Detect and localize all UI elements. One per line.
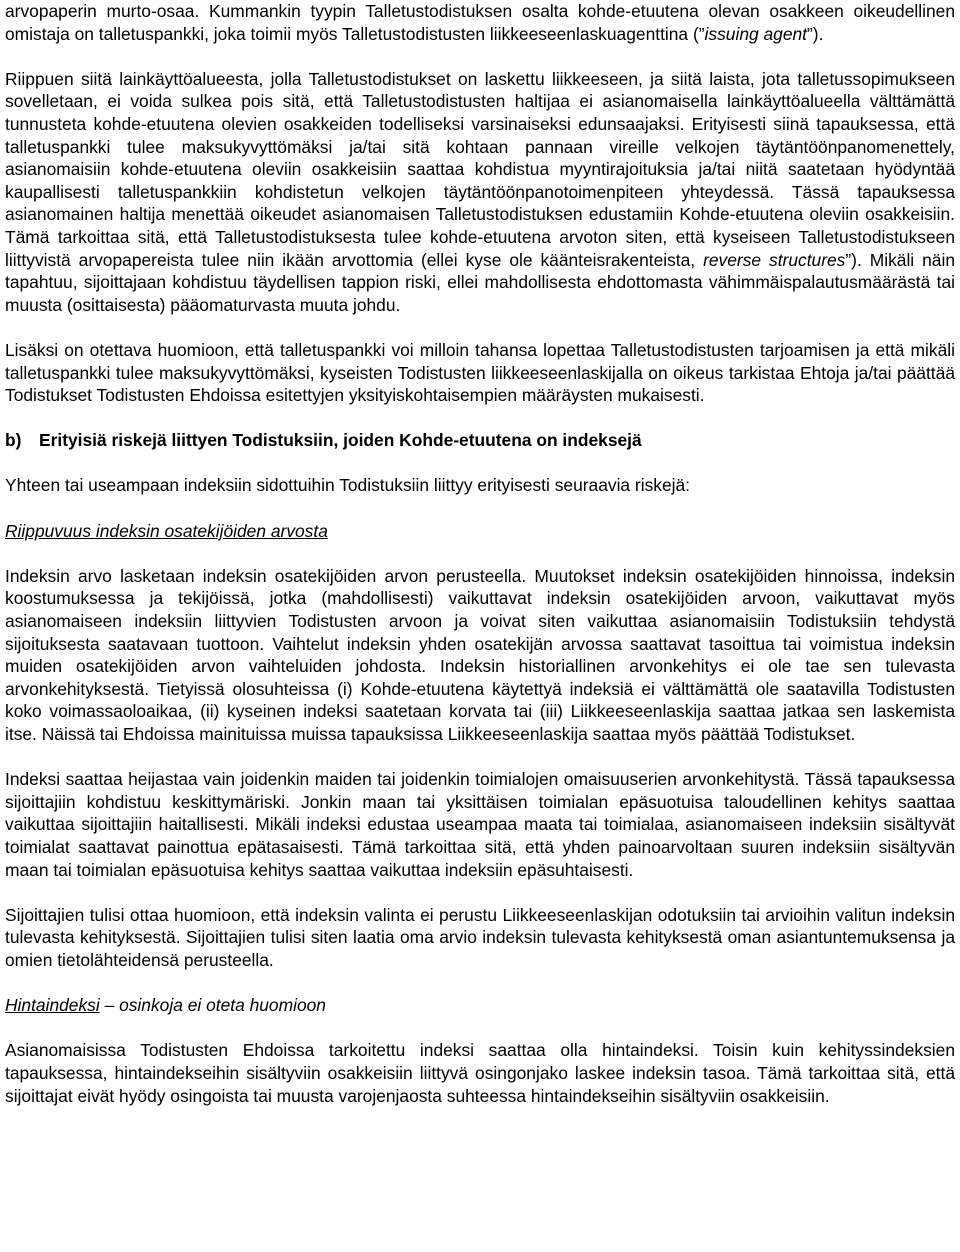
paragraph-2 bbox=[5, 68, 955, 317]
paragraph-2-text-a: Riippuen siitä lainkäyttöalueesta, jolla Talletustodistukset on laskettu liikkeeseen, ja siitä laista, jota talletussopimukseen sovelletaan, ei voida sulkea pois sitä, että Talletustodistusten haltijaa ei asianomaisella lainkäyttöalueella välttämättä tunnusteta kohde-etuutena olevien osakkeiden todelliseksi varsinaiseksi edunsaajaksi. Erityisesti siinä tapauksessa, että talletuspankki tulee maksukyvyttömäksi ja/tai sitä kohtaan pannaan vireille velkojen täytäntöönpanomenettely, asianomaisiin kohde-etuutena oleviin osakkeisiin saattaa kohdistua myyntirajoituksia ja/tai niitä saatetaan hyödyntää kaupallisesti talletuspankkiin kohdistetun velkojen täytäntöönpanotoimenpiteen yhteydessä. Tässä tapauksessa asianomainen haltija menettää oikeudet asianomaisen Talletustodistuksen edustamiin Kohde-etuutena oleviin osakkeisiin. Tämä tarkoittaa sitä, että Talletustodistuksesta tulee kohde-etuutena arvoton siten, että kyseiseen Talletustodistukseen liittyvistä arvopapereista tulee niin ikään arvottomia (ellei kyse ole käänteisrakenteista, bbox=[5, 68, 955, 270]
paragraph-3: Lisäksi on otettava huomioon, että talletuspankki voi milloin tahansa lopettaa Talletustodistusten tarjoamisen ja että mikäli talletuspankki tulee maksukyvyttömäksi, kyseisten Todistusten liikkeeseenlaskijalla on oikeus tarkistaa Ehtoja ja/tai päättää Todistukset Todistusten Ehdoissa esitettyjen yksityiskohtaisempien määräysten mukaisesti. bbox=[5, 339, 955, 406]
section-heading-b bbox=[5, 429, 955, 452]
paragraph-5: Indeksin arvo lasketaan indeksin osatekijöiden arvon perusteella. Muutokset indeksin osatekijöiden hinnoissa, indeksin koostumuksessa ja tekijöissä, jotka (mahdollisesti) vaikuttavat indeksin osatekijöiden arvoon, vaikuttavat myös asianomaiseen indeksiin liittyvien Todistusten arvoon ja voivat siten vaikuttaa asianomaisiin Todistuksiin tehdystä sijoituksesta saatavaan tuottoon. Vaihtelut indeksin yhden osatekijän arvossa saattavat tasoittua tai voimistua indeksin muiden osatekijöiden arvon vaihteluiden johdosta. Indeksin historiallinen arvonkehitys ei ole tae sen tulevasta arvonkehityksestä. Tietyissä olosuhteissa (i) Kohde-etuutena käytettyä indeksiä ei välttämättä ole saatavilla Todistusten koko voimassaoloaikaa, (ii) kyseinen indeksi saatetaan korvata tai (iii) Liikkeeseenlaskija saattaa jatkaa sen laskemista itse. Näissä tai Ehdoissa mainituissa muissa tapauksissa Liikkeeseenlaskija saattaa myös päättää Todistukset. bbox=[5, 565, 955, 744]
paragraph-1-text-a: arvopaperin murto-osaa. Kummankin tyypin Talletustodistuksen osalta kohde-etuutena olevan osakkeen oikeudellinen omistaja on talletuspankki, joka toimii myös Talletustodistusten liikkeeseenlaskuagenttina (” bbox=[5, 1, 955, 44]
paragraph-6: Indeksi saattaa heijastaa vain joidenkin maiden tai joidenkin toimialojen omaisuuserien arvonkehitystä. Tässä tapauksessa sijoittajiin kohdistuu keskittymäriski. Jonkin maan tai yksittäisen toimialan epäsuotuisa taloudellinen kehitys saattaa vaikuttaa sijoittajiin haitallisesti. Mikäli indeksi edustaa useampaa maata tai toimialaa, asianomaiseen indeksiin sisältyvät toimialat saattavat painottua epätasaisesti. Tämä tarkoittaa sitä, että yhden painoarvoltaan suuren indeksiin sisältyvän maan tai toimialan epäsuotuisa kehitys saattaa vaikuttaa indeksiin epäsuhtaisesti. bbox=[5, 769, 955, 880]
paragraph-2-italic: reverse structures bbox=[703, 249, 846, 270]
paragraph-1-text-b: ”). bbox=[807, 23, 824, 44]
subheading-index-components: Riippuvuus indeksin osatekijöiden arvosta bbox=[5, 520, 328, 541]
subheading-price-index-rest: – osinkoja ei oteta huomioon bbox=[99, 995, 326, 1016]
section-heading-b-number: b) bbox=[5, 430, 22, 451]
section-heading-b-text: Erityisiä riskejä liittyen Todistuksiin, joiden Kohde-etuutena on indeksejä bbox=[39, 430, 642, 451]
paragraph-8: Asianomaisissa Todistusten Ehdoissa tarkoitettu indeksi saattaa olla hintaindeksi. Toisin kuin kehityssindeksien tapauksessa, hintaindekseihin sisältyviin osakkeisiin liittyvä osingonjako laskee indeksin tasoa. Tämä tarkoittaa sitä, että sijoittajat eivät hyödy osingoista tai muusta varojenjaosta suhteessa hintaindekseihin sisältyviin osakkeisiin. bbox=[5, 1040, 955, 1106]
paragraph-2-text-b: ”). Mikäli näin tapahtuu, sijoittajaan kohdistuu täydellisen tappion riski, ellei mahdollisesta ehdottomasta vähimmäispalautusmäärästä tai muusta (osittaisesta) pääomaturvasta muuta johdu. bbox=[5, 249, 955, 315]
subheading-price-index-term: Hintaindeksi bbox=[5, 995, 100, 1016]
paragraph-1 bbox=[5, 0, 955, 45]
document-page bbox=[5, 0, 955, 1130]
paragraph-1-italic: issuing agent bbox=[704, 23, 808, 44]
paragraph-7: Sijoittajien tulisi ottaa huomioon, että indeksin valinta ei perustu Liikkeeseenlaskijan odotuksiin tai arvioihin valitun indeksin tulevasta kehityksestä. Sijoittajien tulisi siten laatia oma arvio indeksin tulevasta kehityksestä oman asiantuntemuksensa ja omien tietolähteidensä perusteella. bbox=[5, 904, 955, 970]
subheading-price-index bbox=[5, 994, 955, 1017]
paragraph-4: Yhteen tai useampaan indeksiin sidottuihin Todistuksiin liittyy erityisesti seuraavia riskejä: bbox=[5, 475, 691, 496]
